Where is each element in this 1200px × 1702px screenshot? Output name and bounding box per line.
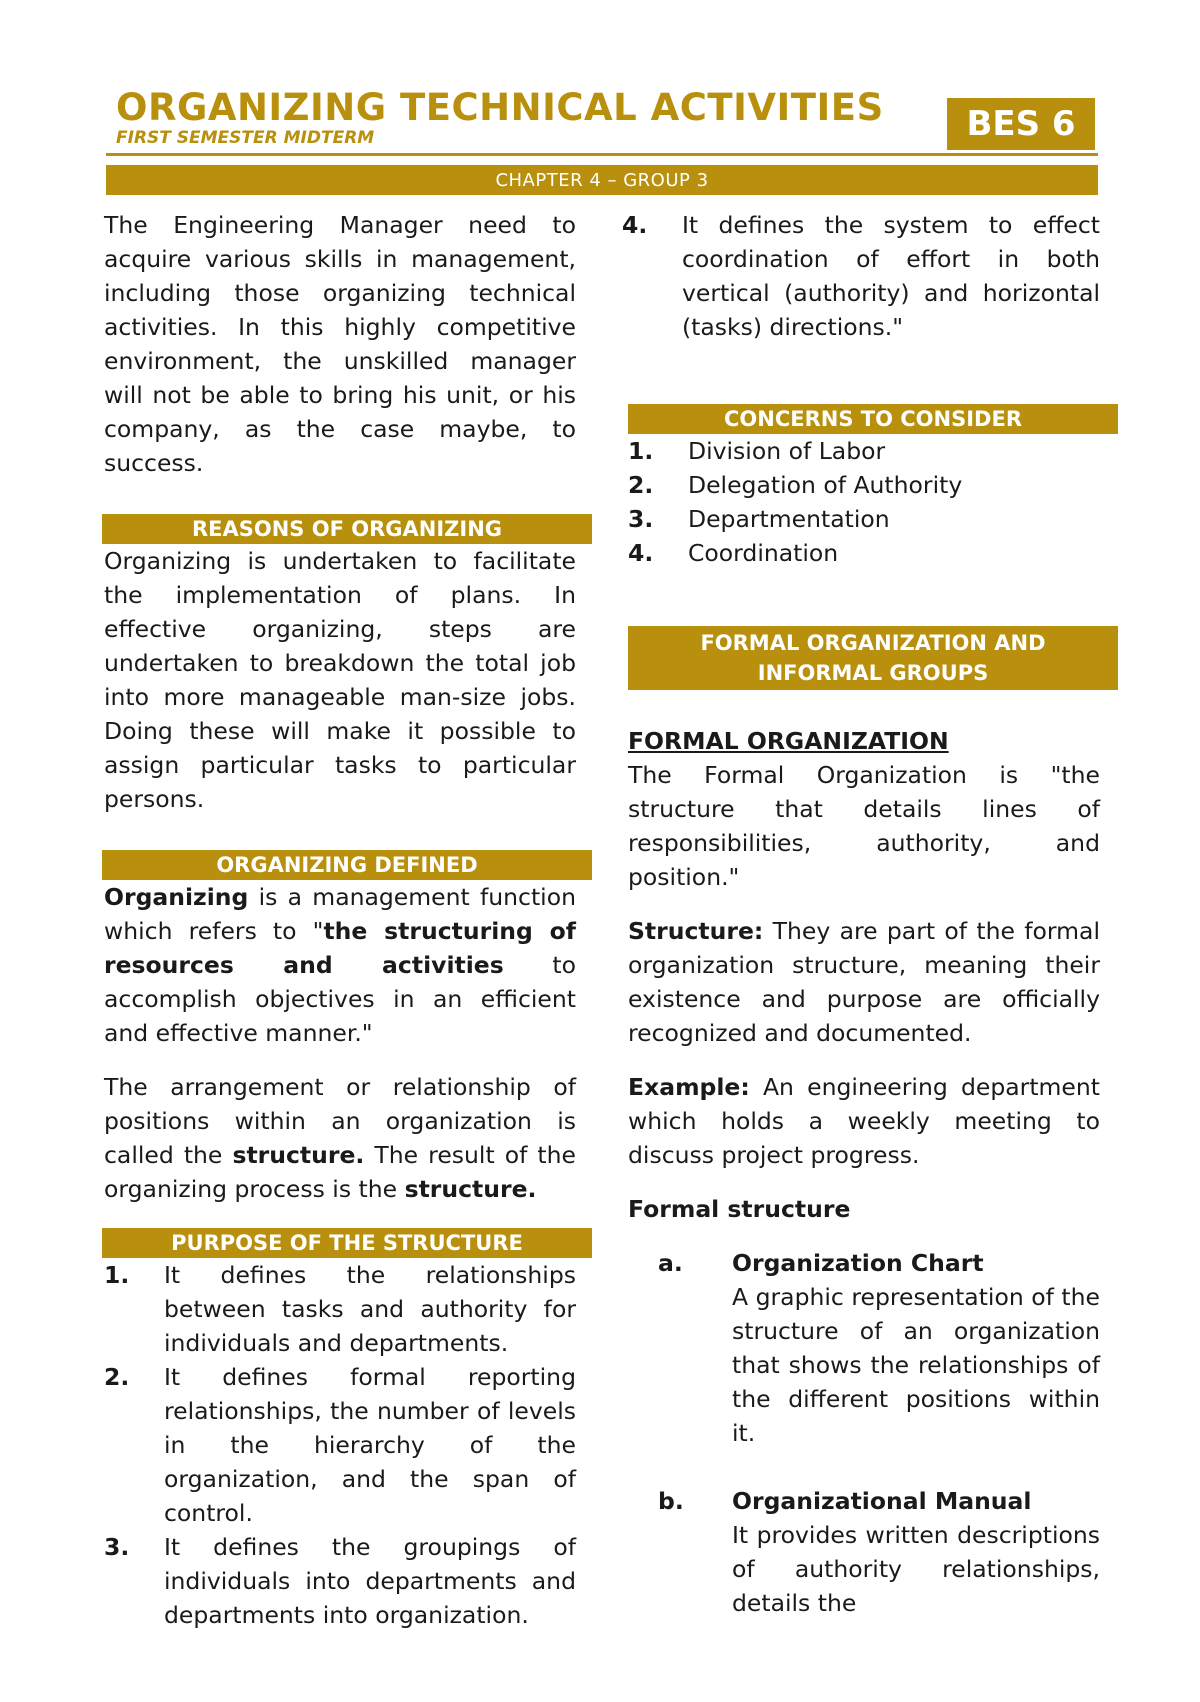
list-item (104, 1258, 576, 1360)
item-title: Organization Chart (732, 1249, 984, 1277)
structure-bold-2: structure. (404, 1175, 537, 1203)
header-rule (106, 153, 1098, 156)
item-text: A graphic representation of the structure of an organization that shows the relationships of the different positions within it. (732, 1283, 1100, 1447)
defined-text-a: is a management function which refers to " (104, 883, 576, 945)
structure-text-b: The result of the organizing process is the (104, 1141, 576, 1203)
item-text: It defines the relationships between tasks and authority for individuals and departments. (164, 1261, 576, 1357)
list-item (628, 502, 1100, 536)
list-item (104, 1360, 576, 1530)
example-note-text: An engineering department which holds a weekly meeting to discuss project progress. (628, 1073, 1100, 1169)
structure-paragraph (104, 1070, 576, 1206)
list-item (104, 1530, 576, 1632)
item-number: 4. (628, 539, 654, 567)
intro-paragraph: The Engineering Manager need to acquire various skills in management, including those organizing technical activities. In this highly competitive environment, the unskilled manager will not be able to bring his unit, or his company, as the case maybe, to success. (104, 211, 576, 477)
item-letter: b. (658, 1487, 684, 1515)
reasons-heading: REASONS OF ORGANIZING (102, 514, 592, 544)
defined-bold-quote: the structuring of resources and activities (104, 917, 577, 979)
formal-structure-text: Formal structure (628, 1195, 851, 1223)
list-item (628, 468, 1100, 502)
list-item (628, 434, 1100, 468)
formal-definition: The Formal Organization is "the structure that details lines of responsibilities, authority, and position." (628, 761, 1100, 891)
item-text: It defines the groupings of individuals into departments and departments into organization. (164, 1533, 576, 1629)
list-item (622, 208, 1100, 344)
document-subtitle: FIRST SEMESTER MIDTERM (116, 128, 375, 148)
item-number: 4. (622, 211, 648, 239)
left-column (104, 208, 576, 1632)
concerns-heading: CONCERNS TO CONSIDER (628, 404, 1118, 434)
document-title: ORGANIZING TECHNICAL ACTIVITIES (116, 86, 884, 129)
item-text: It defines the system to effect coordination of effort in both vertical (authority) and horizontal (tasks) directions." (682, 211, 1100, 341)
purpose-list (104, 1258, 576, 1632)
item-text: Departmentation (688, 505, 890, 533)
reasons-paragraph: Organizing is undertaken to facilitate the implementation of plans. In effective organizing, steps are undertaken to breakdown the total job into more manageable man-size jobs. Doing these will make it possible to assign particular tasks to particular persons. (104, 547, 576, 813)
item-number: 2. (628, 471, 654, 499)
defined-heading: ORGANIZING DEFINED (102, 850, 592, 880)
structure-label: Structure: (628, 917, 764, 945)
item-text: It defines formal reporting relationships, the number of levels in the hierarchy of the organization, and the span of control. (164, 1363, 576, 1527)
formal-subheading (628, 724, 1100, 758)
list-item (628, 1484, 1100, 1620)
formal-structure-heading (628, 1192, 1100, 1226)
example-label: Example: (628, 1073, 750, 1101)
defined-text-b: to accomplish objectives in an efficient and effective manner." (104, 951, 576, 1047)
defined-term: Organizing (104, 883, 249, 911)
item-text: Delegation of Authority (688, 471, 963, 499)
purpose-heading: PURPOSE OF THE STRUCTURE (102, 1228, 592, 1258)
formal-heading-line-2: INFORMAL GROUPS (757, 661, 989, 685)
structure-note-text: They are part of the formal organization structure, meaning their existence and purpose are officially recognized and documented. (628, 917, 1100, 1047)
item-number: 1. (104, 1261, 130, 1289)
formal-heading (628, 626, 1118, 690)
item-letter: a. (658, 1249, 683, 1277)
item-text: Coordination (688, 539, 839, 567)
structure-bold-1: structure. (232, 1141, 365, 1169)
item-number: 1. (628, 437, 654, 465)
structure-text-a: The arrangement or relationship of positions within an organization is called the (104, 1073, 576, 1169)
item-number: 3. (628, 505, 654, 533)
item-text: It provides written descriptions of authority relationships, details the (732, 1521, 1100, 1617)
list-item (628, 1246, 1100, 1450)
example-note (628, 1070, 1100, 1172)
formal-subheading-text: FORMAL ORGANIZATION (628, 727, 949, 755)
chapter-bar: CHAPTER 4 – GROUP 3 (106, 165, 1098, 195)
structure-note (628, 914, 1100, 1050)
list-item (628, 536, 1100, 570)
concerns-list (628, 434, 1100, 570)
item-number: 3. (104, 1533, 130, 1561)
right-column (622, 208, 1100, 1620)
defined-paragraph (104, 880, 576, 1050)
item-title: Organizational Manual (732, 1487, 1032, 1515)
item-text: Division of Labor (688, 437, 886, 465)
formal-heading-line-1: FORMAL ORGANIZATION AND (700, 631, 1046, 655)
course-badge: BES 6 (947, 98, 1095, 150)
item-number: 2. (104, 1363, 130, 1391)
purpose-list-continued (622, 208, 1100, 344)
